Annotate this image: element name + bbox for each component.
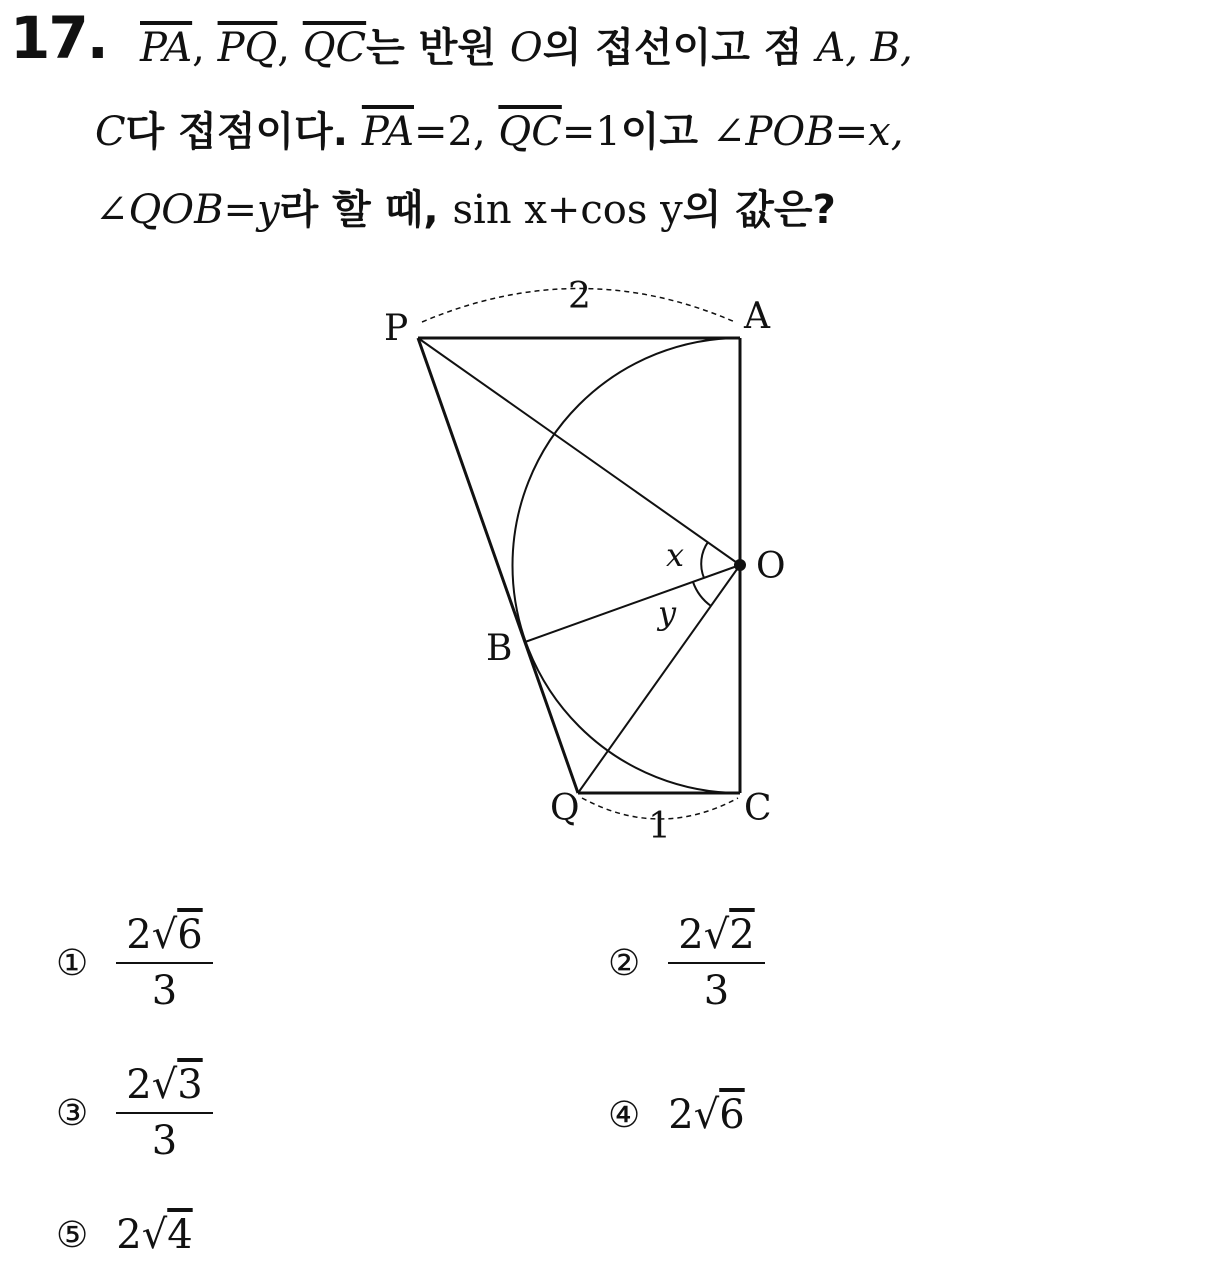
separator: , (277, 25, 303, 71)
problem-text: 의 접선이고 점 (542, 25, 817, 71)
segment-po-line (418, 338, 740, 565)
label-a: A (744, 296, 770, 337)
sqrt-sign: √ (151, 1062, 178, 1108)
coefficient: 2 (126, 912, 152, 958)
choice-5[interactable] (56, 1212, 193, 1258)
segment-qc: $\overline{QC}$ (302, 25, 367, 71)
sqrt-sign: √ (141, 1212, 168, 1258)
label-q: Q (550, 788, 580, 829)
equation: =1 (561, 109, 621, 155)
radicand: 6 (177, 912, 203, 958)
sqrt-sign: √ (703, 912, 730, 958)
coefficient: 2 (678, 912, 704, 958)
denominator: 3 (151, 1118, 178, 1164)
denominator: 3 (151, 968, 178, 1014)
center-dot (734, 559, 746, 571)
choice-mark: ③ (56, 1092, 89, 1134)
radicand: 6 (719, 1092, 745, 1138)
problem-text: 의 값은? (682, 187, 836, 233)
point-c: C (95, 109, 126, 155)
segment-pq-line (418, 338, 578, 793)
denominator: 3 (703, 968, 730, 1014)
choice-3[interactable] (56, 1062, 213, 1164)
length-pa: 2 (568, 276, 591, 317)
equation: =2, (414, 109, 499, 155)
coefficient: 2 (126, 1062, 152, 1108)
problem-text: 는 반원 (366, 25, 510, 71)
choice-1[interactable] (56, 912, 213, 1014)
expression: sin x+cos y (452, 187, 683, 233)
problem-text: 다 접점이다. (125, 109, 362, 155)
problem-line-3 (95, 178, 836, 235)
angle-qob: ∠QOB=y (95, 187, 280, 233)
choice-mark: ① (56, 942, 89, 984)
fraction (116, 912, 212, 1014)
segment-pq: $\overline{PQ}$ (217, 25, 278, 71)
radicand: 4 (167, 1212, 193, 1258)
label-y: y (658, 594, 677, 632)
angle-pob: ∠POB=x, (712, 109, 904, 155)
problem-line-1 (140, 16, 913, 73)
choice-mark: ⑤ (56, 1214, 89, 1256)
geometry-figure (360, 270, 820, 860)
problem-line-2 (95, 100, 903, 157)
segment-pa: $\overline{PA}$ (361, 109, 414, 155)
sqrt-sign: √ (693, 1092, 720, 1138)
label-c: C (744, 788, 772, 829)
label-x: x (666, 536, 685, 574)
radicand: 2 (729, 912, 755, 958)
choice-mark: ② (608, 942, 641, 984)
fraction (668, 912, 764, 1014)
angle-x-arc (701, 542, 708, 578)
label-b: B (486, 628, 513, 669)
segment-pa: $\overline{PA}$ (140, 25, 193, 71)
sqrt-sign: √ (151, 912, 178, 958)
problem-text: 이고 (620, 109, 712, 155)
coefficient: 2 (668, 1092, 694, 1138)
points-list: A, B, (816, 25, 913, 71)
choice-4[interactable] (608, 1092, 745, 1138)
length-qc: 1 (648, 806, 671, 847)
angle-y-arc (693, 582, 711, 606)
separator: , (192, 25, 218, 71)
fraction (116, 1062, 212, 1164)
label-o: O (756, 546, 786, 587)
coefficient: 2 (116, 1212, 142, 1258)
point-o: O (509, 25, 543, 71)
choice-mark: ④ (608, 1094, 641, 1136)
label-p: P (384, 308, 409, 349)
problem-number: 17. (10, 4, 107, 72)
segment-qc: $\overline{QC}$ (498, 109, 562, 155)
radicand: 3 (177, 1062, 203, 1108)
choice-2[interactable] (608, 912, 765, 1014)
problem-text: 라 할 때, (279, 187, 453, 233)
